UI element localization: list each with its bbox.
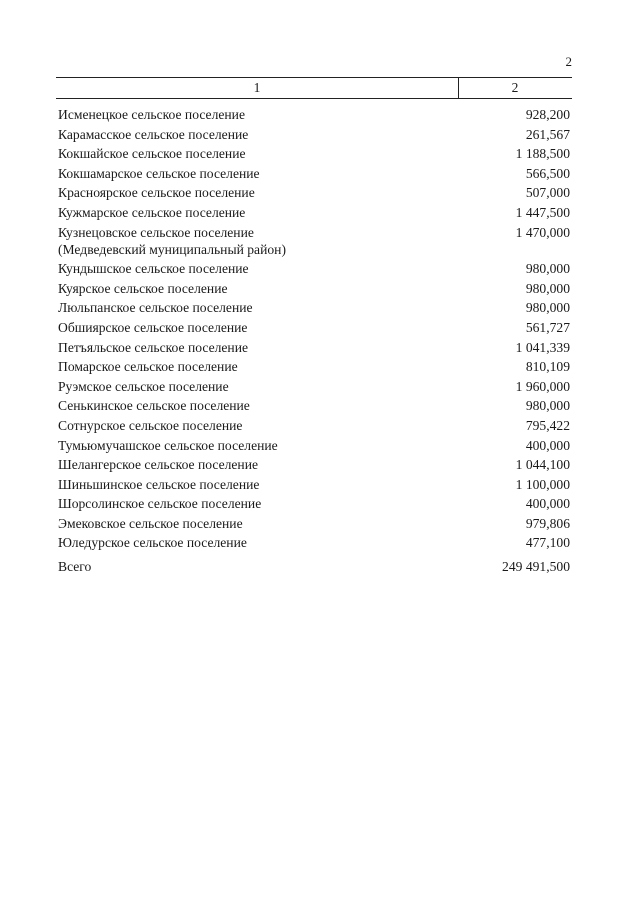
amount-value: 1 447,500: [515, 204, 570, 220]
amount-value: 566,500: [525, 165, 570, 181]
amount-value: 1 100,000: [515, 476, 570, 492]
settlement-name: Куярское сельское поселение: [58, 280, 228, 296]
settlement-name: Красноярское сельское поселение: [58, 185, 255, 201]
settlement-name: Шелангерское сельское поселение: [58, 457, 259, 473]
amount-value: 400,000: [525, 496, 570, 512]
amount-value: 810,109: [525, 359, 570, 375]
table-row: [58, 260, 570, 277]
table-row: [58, 339, 570, 356]
table-row: [58, 299, 570, 316]
settlement-name: Сенькинское сельское поселение: [58, 398, 250, 414]
amount-value: 1 044,100: [515, 457, 570, 473]
table-row: [58, 378, 570, 395]
amount-value: 980,000: [525, 300, 570, 316]
amount-value: 979,806: [525, 515, 570, 531]
amount-value: 928,200: [525, 107, 570, 122]
settlement-name: Эмековское сельское поселение: [58, 515, 243, 531]
table-row: [58, 204, 570, 221]
total-value: 249 491,500: [502, 559, 570, 575]
settlement-name: Кундышское сельское поселение: [58, 261, 249, 277]
page-number: 2: [565, 54, 572, 69]
amount-value: 1 470,000: [515, 224, 570, 240]
table-header: [56, 77, 572, 99]
settlement-name: Петъяльское сельское поселение: [58, 339, 249, 355]
amount-value: 261,567: [525, 126, 570, 142]
settlement-name: Помарское сельское поселение: [58, 359, 238, 375]
table-row: [58, 126, 570, 143]
settlement-name: Руэмское сельское поселение: [58, 378, 229, 394]
amount-value: 980,000: [525, 398, 570, 414]
settlement-name: Юледурское сельское поселение: [58, 535, 247, 551]
total-label: Всего: [58, 559, 92, 575]
settlement-name: Кокшамарское сельское поселение: [58, 165, 260, 181]
amount-value: 795,422: [525, 417, 570, 433]
settlement-name: Сотнурское сельское поселение: [58, 417, 243, 433]
table-row: [58, 417, 570, 434]
table-row: [58, 476, 570, 493]
amount-value: 980,000: [525, 280, 570, 296]
table-row: [58, 184, 570, 201]
amount-value: 561,727: [525, 319, 570, 335]
table-row: [58, 358, 570, 375]
column-header-1: 1: [56, 78, 459, 98]
total-row: [58, 558, 570, 575]
settlement-name: Обшиярское сельское поселение: [58, 319, 248, 335]
settlement-name: Кузнецовское сельское поселение (Медведевский муниципальный район): [58, 224, 286, 257]
table-row: [58, 456, 570, 473]
amount-value: 1 960,000: [515, 378, 570, 394]
amount-value: 400,000: [525, 437, 570, 453]
table-row: [58, 145, 570, 162]
amount-value: 1 041,339: [515, 339, 570, 355]
table-row: [58, 280, 570, 297]
settlement-name: Исменецкое сельское поселение: [58, 107, 245, 122]
table-row: [58, 106, 570, 123]
table-row: [58, 515, 570, 532]
settlement-name: Люльпанское сельское поселение: [58, 300, 253, 316]
settlement-name: Кокшайское сельское поселение: [58, 146, 246, 162]
table-row: [58, 165, 570, 182]
amount-value: 477,100: [525, 535, 570, 551]
settlement-name: Шорсолинское сельское поселение: [58, 496, 262, 512]
table-row: [58, 224, 570, 258]
table-row: [58, 397, 570, 414]
amount-value: 507,000: [525, 185, 570, 201]
table-row: [58, 319, 570, 336]
table-body: [58, 106, 570, 578]
amount-value: 980,000: [525, 261, 570, 277]
amount-value: 1 188,500: [515, 146, 570, 162]
settlement-name: Тумьюмучашское сельское поселение: [58, 437, 278, 453]
table-row: [58, 534, 570, 551]
settlement-name: Кужмарское сельское поселение: [58, 204, 246, 220]
table-row: [58, 437, 570, 454]
table-row: [58, 495, 570, 512]
column-header-2: 2: [511, 80, 519, 95]
settlement-name: Карамасское сельское поселение: [58, 126, 249, 142]
settlement-name: Шиньшинское сельское поселение: [58, 476, 260, 492]
